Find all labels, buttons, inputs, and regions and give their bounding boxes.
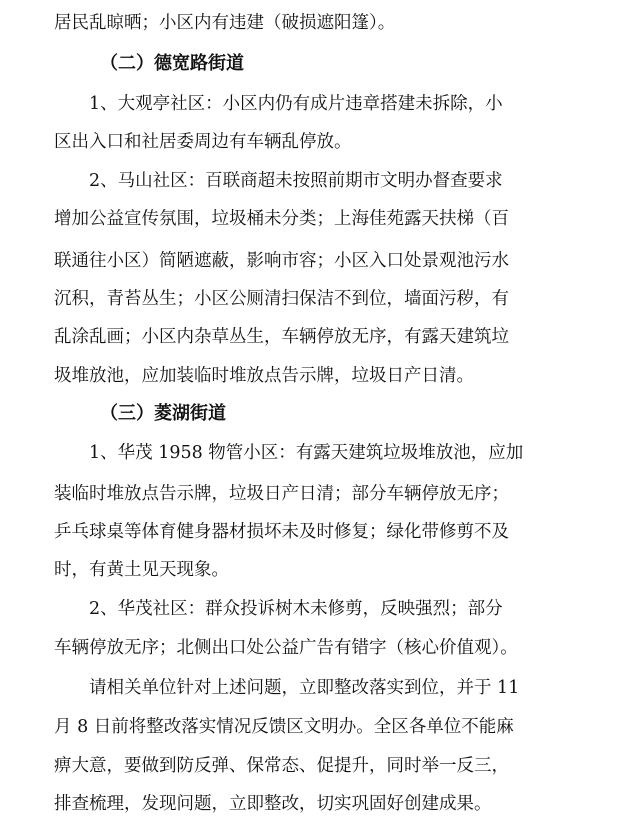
- line-text: 1、华茂 1958 物管小区：有露天建筑垃圾堆放池，应加: [89, 443, 524, 463]
- line-text: 排查梳理，发现问题，立即整改，切实巩固好创建成果。: [54, 794, 492, 814]
- line-text: 时，有黄土见天现象。: [54, 560, 229, 580]
- line-text: 乱涂乱画；小区内杂草丛生，车辆停放无序，有露天建筑垃: [54, 327, 509, 347]
- line-text: 月 8 日前将整改落实情况反馈区文明办。全区各单位不能麻: [54, 717, 514, 737]
- line-text: 车辆停放无序；北侧出口处公益广告有错字（核心价值观）。: [54, 638, 518, 658]
- line-text: 居民乱晾晒；小区内有违建（破损遮阳篷）。: [54, 13, 396, 33]
- line-text: 圾堆放池，应加装临时堆放点告示牌，垃圾日产日清。: [54, 366, 474, 386]
- paragraph-line: [54, 709, 641, 745]
- paragraph-line: [89, 670, 641, 706]
- section-heading-linghu: [100, 396, 641, 432]
- line-text: 区出入口和社居委周边有车辆乱停放。: [54, 132, 352, 152]
- paragraph-line: [54, 358, 641, 394]
- line-text: 1、大观亭社区：小区内仍有成片违章搭建未拆除，小: [89, 94, 503, 114]
- paragraph-line: [54, 552, 641, 588]
- paragraph-line: [54, 476, 641, 512]
- line-text: 增加公益宣传氛围，垃圾桶未分类；上海佳苑露天扶梯（百: [54, 209, 509, 229]
- line-text: 2、华茂社区：群众投诉树木未修剪，反映强烈；部分: [89, 599, 503, 619]
- paragraph-line: [54, 319, 641, 355]
- paragraph-line: [89, 591, 641, 627]
- heading-text: （二）德宽路街道: [100, 53, 244, 74]
- paragraph-line: [54, 514, 641, 550]
- line-text: 联通往小区）简陋遮蔽，影响市容；小区入口处景观池污水: [54, 251, 509, 271]
- line-text: 请相关单位针对上述问题，立即整改落实到位，并于 11: [89, 678, 520, 698]
- heading-text: （三）菱湖街道: [100, 403, 226, 424]
- paragraph-line: [89, 435, 641, 471]
- line-text: 装临时堆放点告示牌，垃圾日产日清；部分车辆停放无序；: [54, 484, 509, 504]
- paragraph-line: [54, 124, 641, 160]
- paragraph-line: [54, 281, 641, 317]
- paragraph-line: [54, 786, 641, 822]
- line-text: 沉积，青苔丛生；小区公厕清扫保洁不到位，墙面污秽，有: [54, 289, 509, 309]
- line-text: 2、马山社区：百联商超未按照前期市文明办督查要求: [89, 171, 503, 191]
- paragraph-line: [54, 630, 641, 666]
- paragraph-line: [54, 748, 641, 784]
- paragraph-line: [89, 86, 641, 122]
- paragraph-line: [54, 201, 641, 237]
- paragraph-line: [54, 243, 641, 279]
- paragraph-line: [89, 163, 641, 199]
- section-heading-dekuanlu: [100, 46, 641, 82]
- line-text: 乒乓球桌等体育健身器材损坏未及时修复；绿化带修剪不及: [54, 522, 509, 542]
- line-text: 痹大意，要做到防反弹、保常态、促提升，同时举一反三，: [54, 756, 509, 776]
- paragraph-line: [54, 5, 641, 41]
